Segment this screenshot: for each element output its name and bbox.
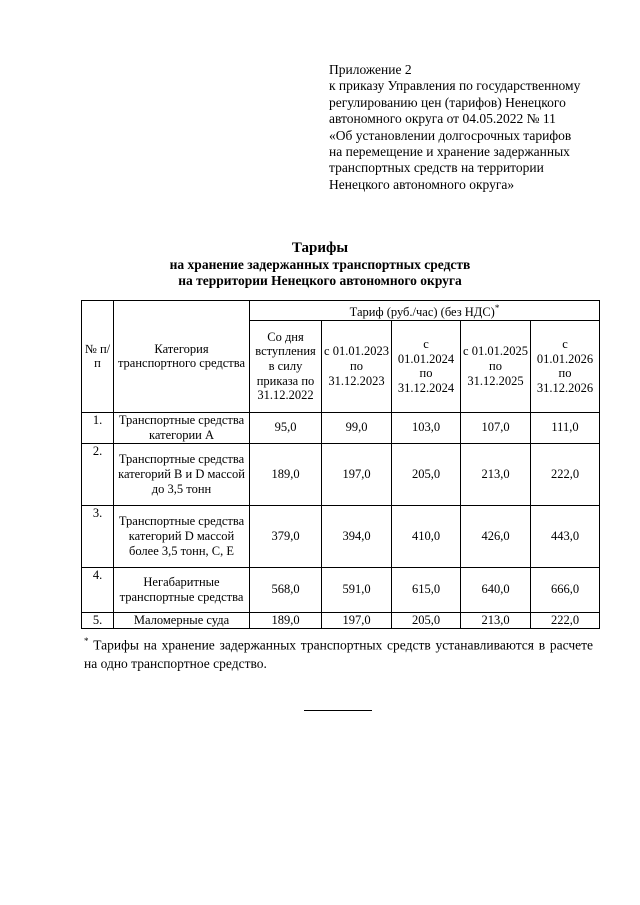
- row-num: 4.: [82, 567, 114, 612]
- header-period: с 01.01.2024 по 31.12.2024: [392, 320, 461, 412]
- document-title: [0, 240, 640, 289]
- row-value: 103,0: [392, 412, 461, 443]
- row-value: 205,0: [392, 443, 461, 505]
- row-category: Транспортные средства категорий D массой более 3,5 тонн, С, Е: [114, 505, 250, 567]
- row-value: 213,0: [461, 612, 531, 628]
- row-value: 95,0: [250, 412, 322, 443]
- tariff-table: [81, 300, 600, 629]
- footnote-text: Тарифы на хранение задержанных транспортных средств устанавливаются в расчете на одно транспортное средство.: [84, 637, 593, 671]
- appendix-line: «Об установлении долгосрочных тарифов: [329, 127, 572, 143]
- header-period: с 01.01.2026 по 31.12.2026: [531, 320, 600, 412]
- row-num: 2.: [82, 443, 114, 505]
- row-value: 443,0: [531, 505, 600, 567]
- appendix-line: регулированию цен (тарифов) Ненецкого: [329, 94, 566, 110]
- appendix-line: автономного округа от 04.05.2022 № 11: [329, 111, 556, 127]
- appendix-header: [329, 62, 619, 193]
- row-value: 99,0: [322, 412, 392, 443]
- row-value: 379,0: [250, 505, 322, 567]
- table-row: [82, 567, 600, 612]
- row-category: Негабаритные транспортные средства: [114, 567, 250, 612]
- appendix-line: транспортных средств на территории: [329, 160, 544, 176]
- footnote-mark: *: [494, 303, 500, 313]
- footnote: [84, 632, 593, 673]
- row-value: 197,0: [322, 612, 392, 628]
- appendix-line: к приказу Управления по государственному: [329, 78, 581, 94]
- row-value: 107,0: [461, 412, 531, 443]
- appendix-line: на перемещение и хранение задержанных: [329, 144, 570, 160]
- row-value: 426,0: [461, 505, 531, 567]
- row-value: 640,0: [461, 567, 531, 612]
- header-period: с 01.01.2025 по 31.12.2025: [461, 320, 531, 412]
- table-row: [82, 412, 600, 443]
- header-tariff: [250, 301, 600, 321]
- row-category: Маломерные суда: [114, 612, 250, 628]
- row-value: 189,0: [250, 612, 322, 628]
- appendix-line: Приложение 2: [329, 62, 412, 77]
- footnote-asterisk: *: [84, 636, 89, 646]
- row-value: 205,0: [392, 612, 461, 628]
- row-value: 394,0: [322, 505, 392, 567]
- row-category: Транспортные средства категорий В и D массой до 3,5 тонн: [114, 443, 250, 505]
- row-value: 410,0: [392, 505, 461, 567]
- row-num: 5.: [82, 612, 114, 628]
- row-value: 615,0: [392, 567, 461, 612]
- table-row: [82, 505, 600, 567]
- header-tariff-label: Тариф (руб./час) (без НДС): [349, 305, 495, 320]
- row-value: 197,0: [322, 443, 392, 505]
- row-value: 666,0: [531, 567, 600, 612]
- row-value: 213,0: [461, 443, 531, 505]
- row-value: 591,0: [322, 567, 392, 612]
- row-category: Транспортные средства категории А: [114, 412, 250, 443]
- title-line-3: на территории Ненецкого автономного округа: [178, 273, 462, 288]
- header-num: № п/п: [82, 301, 114, 413]
- row-num: 1.: [82, 412, 114, 443]
- header-period: Со дня вступления в силу приказа по 31.12.2022: [250, 320, 322, 412]
- title-line-1: Тарифы: [291, 240, 349, 256]
- closing-divider: [304, 710, 372, 711]
- table-row: [82, 443, 600, 505]
- header-category: Категория транспортного средства: [114, 301, 250, 413]
- row-value: 222,0: [531, 443, 600, 505]
- header-period: с 01.01.2023 по 31.12.2023: [322, 320, 392, 412]
- row-value: 189,0: [250, 443, 322, 505]
- row-value: 111,0: [531, 412, 600, 443]
- appendix-line: Ненецкого автономного округа»: [329, 176, 515, 192]
- row-value: 222,0: [531, 612, 600, 628]
- row-num: 3.: [82, 505, 114, 567]
- title-line-2: на хранение задержанных транспортных средств: [169, 257, 471, 272]
- table-row: [82, 612, 600, 628]
- row-value: 568,0: [250, 567, 322, 612]
